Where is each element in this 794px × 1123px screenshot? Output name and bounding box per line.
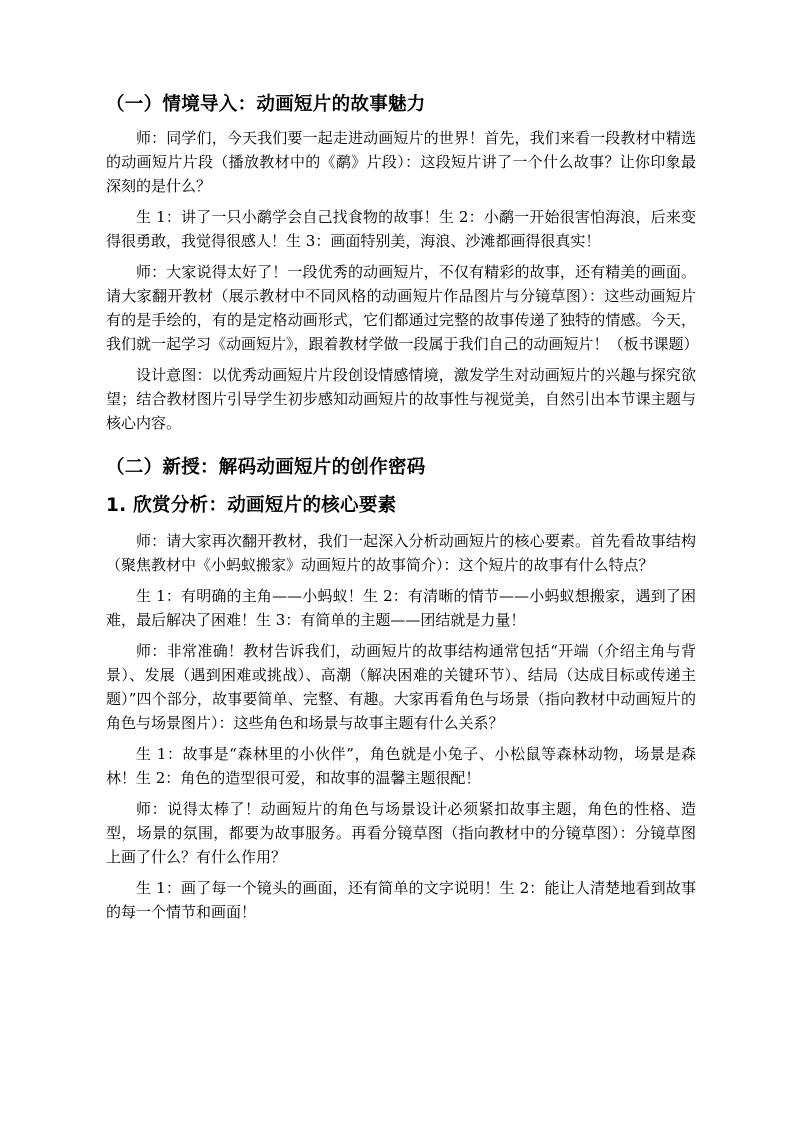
section-2-subheading: 1. 欣赏分析：动画短片的核心要素: [106, 495, 397, 516]
section-2-paragraph: 师：非常准确！教材告诉我们，动画短片的故事结构通常包括“开端（介绍主角与背景）、发展（遇到困难或挑战）、高潮（解决困难的关键环节）、结局（达成目标或传递主题）”四个部分，故事要简单、完整、有趣。大家再看角色与场景（指向教材中动画短片的角色与场景图片）：这些角色和场景与故事主题有什么关系？: [106, 642, 696, 732]
section-1-paragraph: 生 1：讲了一只小鹬学会自己找食物的故事！生 2：小鹬一开始很害怕海浪，后来变得很勇敢，我觉得很感人！生 3：画面特别美，海浪、沙滩都画得很真实！: [106, 208, 696, 250]
section-2-heading: （二）新授：解码动画短片的创作密码: [106, 457, 426, 478]
section-1-paragraph: 师：大家说得太好了！一段优秀的动画短片，不仅有精彩的故事，还有精美的画面。请大家翻开教材（展示教材中不同风格的动画短片作品图片与分镜草图）：这些动画短片有的是手绘的，有的是定格动画形式，它们都通过完整的故事传递了独特的情感。今天，我们就一起学习《动画短片》，跟着教材学做一段属于我们自己的动画短片！（板书课题）: [106, 263, 699, 353]
section-2-paragraph: 师：请大家再次翻开教材，我们一起深入分析动画短片的核心要素。首先看故事结构（聚焦教材中《小蚂蚁搬家》动画短片的故事简介）：这个短片的故事有什么特点？: [106, 532, 696, 574]
section-2-paragraph: 师：说得太棒了！动画短片的角色与场景设计必须紧扣故事主题，角色的性格、造型，场景的氛围，都要为故事服务。再看分镜草图（指向教材中的分镜草图）：分镜草图上画了什么？有什么作用？: [106, 800, 696, 866]
section-2-paragraph: 生 1：画了每一个镜头的画面，还有简单的文字说明！生 2：能让人清楚地看到故事的每一个情节和画面！: [106, 879, 696, 921]
design-intent-paragraph: 设计意图：以优秀动画短片片段创设情感情境，激发学生对动画短片的兴趣与探究欲望；结合教材图片引导学生初步感知动画短片的故事性与视觉美，自然引出本节课主题与核心内容。: [106, 366, 696, 432]
section-2-paragraph: 生 1：有明确的主角——小蚂蚁！生 2：有清晰的情节——小蚂蚁想搬家，遇到了困难，最后解决了困难！生 3：有简单的主题——团结就是力量！: [106, 587, 696, 629]
document-page: [106, 90, 699, 931]
section-2-paragraph: 生 1：故事是“森林里的小伙伴”，角色就是小兔子、小松鼠等森林动物，场景是森林！生 2：角色的造型很可爱，和故事的温馨主题很配！: [106, 745, 696, 787]
section-1-heading: （一）情境导入：动画短片的故事魅力: [106, 94, 426, 115]
section-1-paragraph: 师：同学们，今天我们要一起走进动画短片的世界！首先，我们来看一段教材中精选的动画短片片段（播放教材中的《鹬》片段）：这段短片讲了一个什么故事？让你印象最深刻的是什么？: [106, 129, 696, 195]
